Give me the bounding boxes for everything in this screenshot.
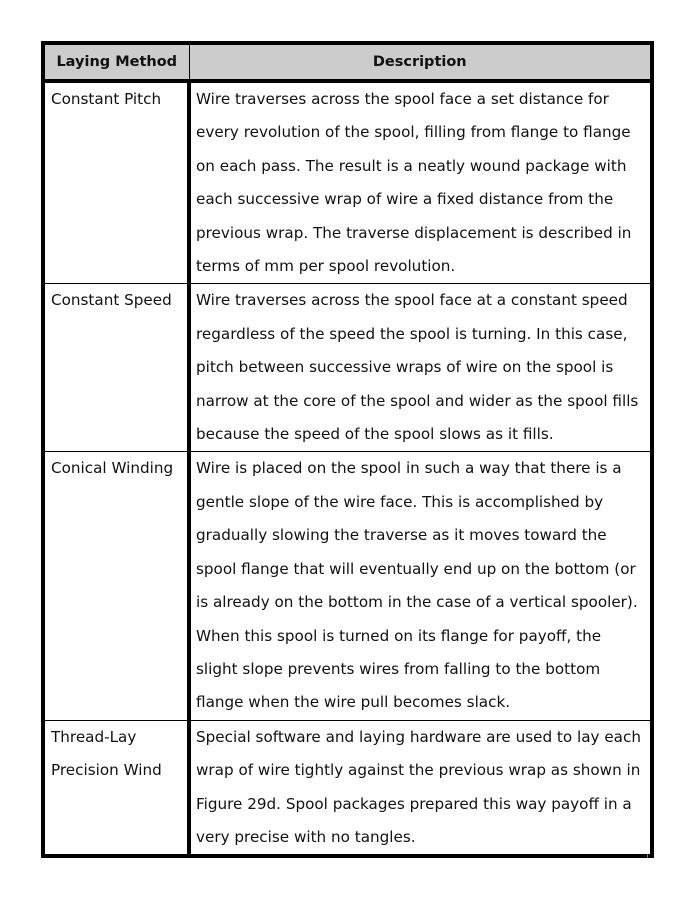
header-row xyxy=(43,43,652,81)
table-row xyxy=(43,720,652,856)
table-row xyxy=(43,284,652,452)
laying-method-table xyxy=(41,41,654,858)
description-cell: Special software and laying hardware are used to lay each wrap of wire tightly against the previous wrap as shown in Figure 29d. Spool packages prepared this way payoff in a very precise with no tangles. xyxy=(189,720,652,856)
header-laying-method: Laying Method xyxy=(43,43,189,81)
header-description: Description xyxy=(189,43,652,81)
description-cell: Wire traverses across the spool face at a constant speed regardless of the speed the spool is turning. In this case, pitch between successive wraps of wire on the spool is narrow at the core of the spool and wider as the spool fills because the speed of the spool slows as it fills. xyxy=(189,284,652,452)
table-row xyxy=(43,81,652,284)
method-cell: Conical Winding xyxy=(43,452,189,720)
method-cell: Constant Pitch xyxy=(43,81,189,284)
table-body xyxy=(43,81,652,856)
method-cell: Thread-Lay Precision Wind xyxy=(43,720,189,856)
method-cell: Constant Speed xyxy=(43,284,189,452)
table-row xyxy=(43,452,652,720)
description-cell: Wire is placed on the spool in such a way that there is a gentle slope of the wire face. This is accomplished by gradually slowing the traverse as it moves toward the spool flange that will eventually end up on the bottom (or is already on the bottom in the case of a vertical spooler). When this spool is turned on its flange for payoff, the slight slope prevents wires from falling to the bottom flange when the wire pull becomes slack. xyxy=(189,452,652,720)
table-header xyxy=(43,43,652,81)
description-cell: Wire traverses across the spool face a set distance for every revolution of the spool, filling from flange to flange on each pass. The result is a neatly wound package with each successive wrap of wire a fixed distance from the previous wrap. The traverse displacement is described in terms of mm per spool revolution. xyxy=(196,90,632,276)
page-edge-mark xyxy=(647,854,648,858)
